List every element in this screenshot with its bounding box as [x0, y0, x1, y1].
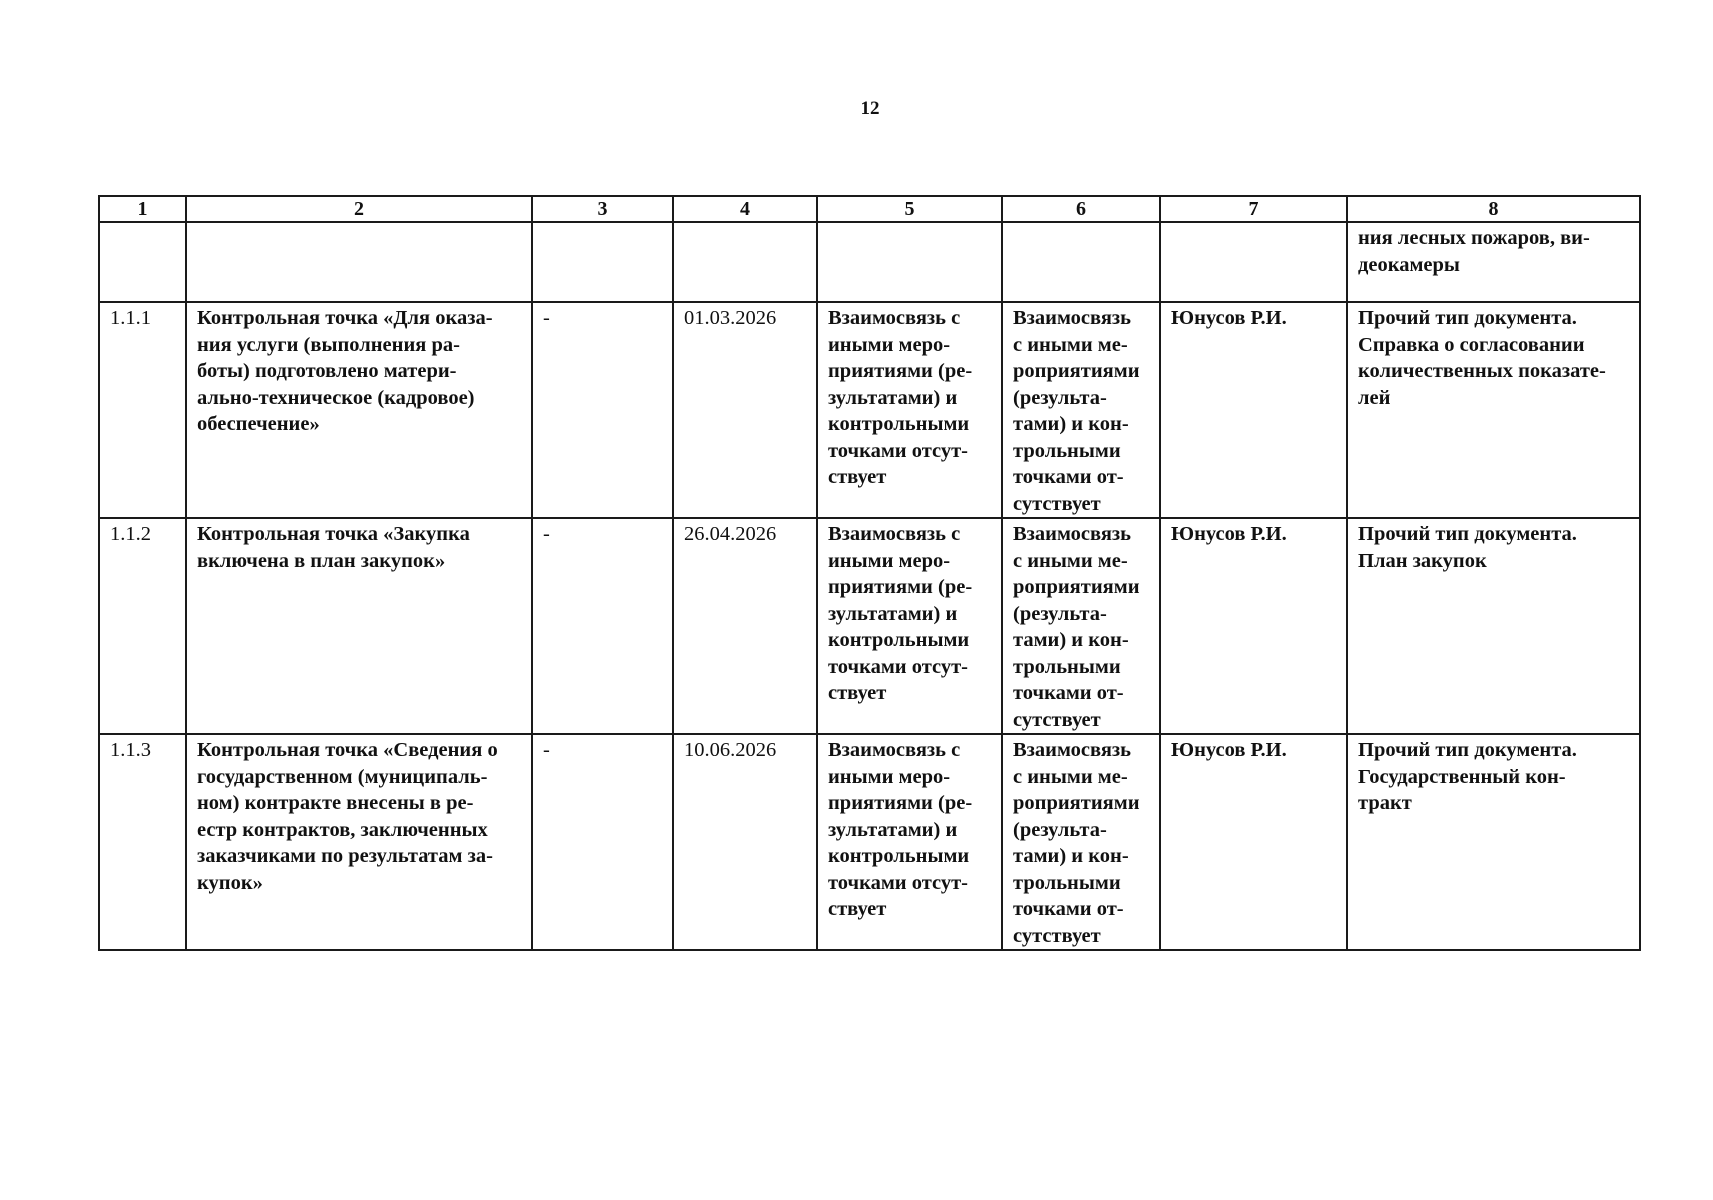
control-points-table — [98, 195, 1641, 951]
table-cell — [99, 222, 186, 302]
table-row — [99, 518, 1640, 734]
document-type-cell: ния лесных пожаров, ви- деокамеры — [1347, 222, 1640, 302]
control-point-name-cell: Контрольная точка «Закупка включена в план закупок» — [186, 518, 532, 734]
column-header-5: 5 — [817, 196, 1002, 222]
table-row — [99, 302, 1640, 518]
table-cell: - — [532, 518, 673, 734]
relation-cell: Взаимосвязь с иными меро- приятиями (ре- зультатами) и контрольными точками отсут- ствует — [817, 734, 1002, 950]
document-type-cell: Прочий тип документа. Справка о согласовании количественных показате- лей — [1347, 302, 1640, 518]
date-cell: 26.04.2026 — [673, 518, 817, 734]
row-number-cell: 1.1.3 — [99, 734, 186, 950]
page-number: 12 — [860, 98, 880, 119]
column-header-3: 3 — [532, 196, 673, 222]
table-cell: - — [532, 302, 673, 518]
table-cell — [186, 222, 532, 302]
date-cell: 01.03.2026 — [673, 302, 817, 518]
table-cell — [817, 222, 1002, 302]
column-header-1: 1 — [99, 196, 186, 222]
column-header-8: 8 — [1347, 196, 1640, 222]
column-header-4: 4 — [673, 196, 817, 222]
control-point-name-cell: Контрольная точка «Для оказа- ния услуги (выполнения ра- боты) подготовлено матери- ально-техническое (кадровое) обеспечение» — [186, 302, 532, 518]
table-cell — [1002, 222, 1160, 302]
table-cell: - — [532, 734, 673, 950]
relation-cell: Взаимосвязь с иными ме- роприятиями (результа- тами) и кон- трольными точками от- сутствует — [1002, 302, 1160, 518]
responsible-cell: Юнусов Р.И. — [1160, 734, 1347, 950]
header-row — [99, 196, 1640, 222]
relation-cell: Взаимосвязь с иными ме- роприятиями (результа- тами) и кон- трольными точками от- сутствует — [1002, 734, 1160, 950]
column-header-2: 2 — [186, 196, 532, 222]
date-cell: 10.06.2026 — [673, 734, 817, 950]
document-type-cell: Прочий тип документа. План закупок — [1347, 518, 1640, 734]
row-number-cell: 1.1.1 — [99, 302, 186, 518]
relation-cell: Взаимосвязь с иными меро- приятиями (ре- зультатами) и контрольными точками отсут- ствует — [817, 302, 1002, 518]
table-row — [99, 734, 1640, 950]
table-cell — [532, 222, 673, 302]
column-header-7: 7 — [1160, 196, 1347, 222]
relation-cell: Взаимосвязь с иными ме- роприятиями (результа- тами) и кон- трольными точками от- сутствует — [1002, 518, 1160, 734]
relation-cell: Взаимосвязь с иными меро- приятиями (ре- зультатами) и контрольными точками отсут- ствует — [817, 518, 1002, 734]
responsible-cell: Юнусов Р.И. — [1160, 302, 1347, 518]
responsible-cell: Юнусов Р.И. — [1160, 518, 1347, 734]
column-header-6: 6 — [1002, 196, 1160, 222]
table-cell — [1160, 222, 1347, 302]
document-type-cell: Прочий тип документа. Государственный кон- тракт — [1347, 734, 1640, 950]
continuation-row — [99, 222, 1640, 302]
table-cell — [673, 222, 817, 302]
control-point-name-cell: Контрольная точка «Сведения о государственном (муниципаль- ном) контракте внесены в ре- естр контрактов, заключенных заказчиками по результатам за- купок» — [186, 734, 532, 950]
row-number-cell: 1.1.2 — [99, 518, 186, 734]
